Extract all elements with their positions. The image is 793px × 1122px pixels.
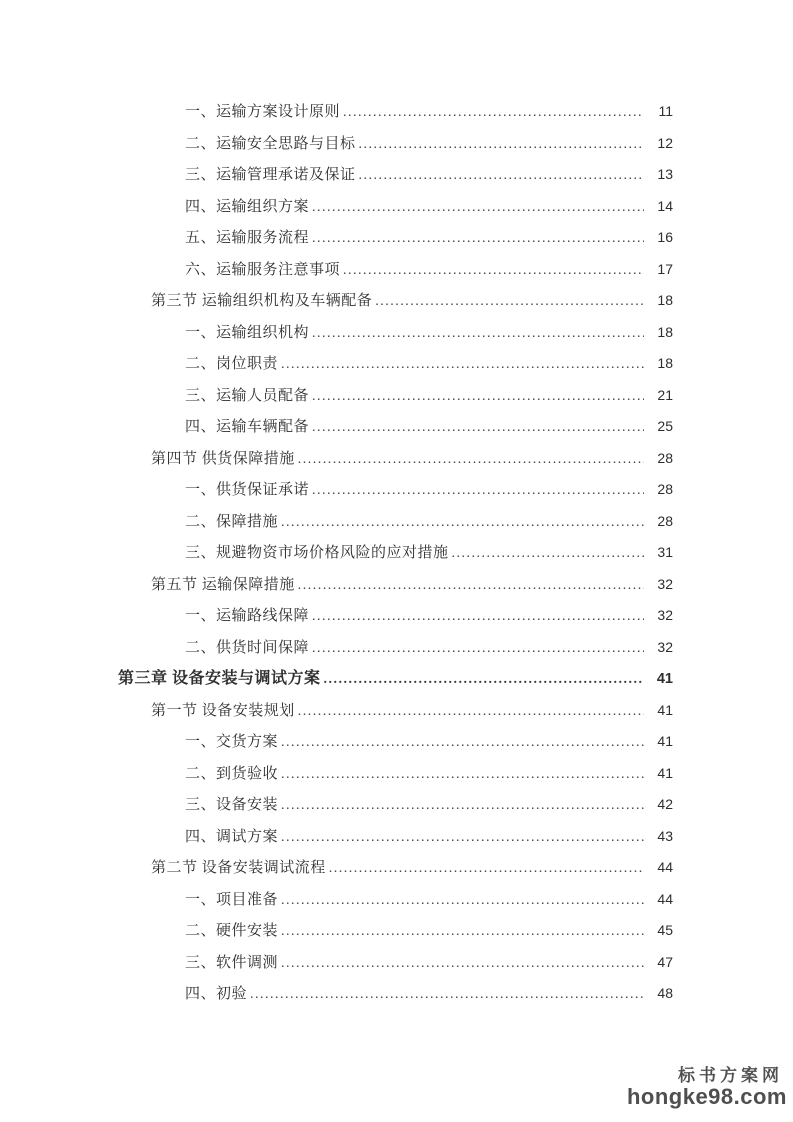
toc-entry-label: 三、运输管理承诺及保证 [185, 167, 356, 183]
toc-entry-label: 第五节 运输保障措施 [151, 576, 295, 593]
toc-entry-label: 第二节 设备安装调试流程 [151, 860, 326, 876]
toc-entry-label: 六、运输服务注意事项 [185, 261, 341, 278]
toc-dot-leader [281, 349, 644, 381]
toc-entry[interactable] [185, 380, 673, 412]
toc-dot-leader [312, 381, 644, 413]
toc-dot-leader [312, 633, 644, 665]
table-of-contents [118, 96, 673, 1010]
toc-page-number: 18 [657, 323, 673, 340]
toc-page-number: 28 [657, 512, 673, 529]
toc-dot-leader [312, 318, 644, 350]
toc-page-number: 11 [658, 103, 673, 119]
toc-entry-label: 二、供货时间保障 [185, 639, 310, 656]
toc-dot-leader [312, 601, 644, 633]
toc-dot-leader [281, 948, 644, 980]
toc-page-number: 32 [657, 638, 673, 655]
toc-entry[interactable] [151, 695, 673, 727]
toc-entry[interactable] [185, 726, 673, 758]
toc-entry[interactable] [151, 852, 673, 884]
toc-entry-label: 四、运输组织方案 [185, 198, 310, 215]
toc-page-number: 32 [657, 575, 673, 592]
toc-dot-leader [281, 727, 644, 759]
toc-dot-leader [298, 570, 644, 602]
toc-page-number: 45 [657, 922, 673, 938]
toc-dot-leader [312, 412, 644, 444]
toc-dot-leader [281, 759, 644, 791]
toc-page-number: 21 [657, 386, 673, 403]
toc-dot-leader [324, 663, 644, 696]
toc-entry[interactable] [185, 632, 673, 664]
toc-entry-label: 四、调试方案 [185, 828, 279, 845]
toc-entry[interactable] [185, 222, 673, 254]
toc-page-number: 47 [657, 953, 673, 970]
toc-entry[interactable] [185, 96, 673, 128]
toc-entry[interactable] [185, 411, 673, 443]
toc-page-number: 18 [657, 292, 673, 308]
toc-entry-label: 四、运输车辆配备 [185, 419, 310, 435]
toc-entry[interactable] [185, 506, 673, 538]
toc-page-number: 41 [657, 764, 673, 781]
toc-page-number: 17 [657, 260, 673, 277]
toc-entry[interactable] [151, 569, 673, 601]
toc-dot-leader [281, 916, 644, 948]
toc-entry-label: 第三节 运输组织机构及车辆配备 [151, 293, 373, 309]
toc-page-number: 43 [657, 827, 673, 844]
toc-entry[interactable] [185, 789, 673, 821]
toc-entry[interactable] [185, 978, 673, 1010]
toc-dot-leader [375, 286, 644, 318]
toc-entry-label: 三、软件调测 [185, 954, 279, 971]
toc-entry[interactable] [185, 758, 673, 790]
toc-dot-leader [343, 97, 644, 129]
toc-entry-label: 一、交货方案 [185, 734, 279, 750]
toc-dot-leader [452, 538, 644, 570]
toc-entry-label: 二、岗位职责 [185, 356, 279, 372]
watermark [627, 1067, 787, 1108]
toc-entry[interactable] [185, 474, 673, 506]
toc-entry-label: 二、运输安全思路与目标 [185, 135, 356, 152]
toc-page-number: 16 [657, 229, 673, 245]
toc-entry-label: 二、到货验收 [185, 765, 279, 782]
toc-page-number: 44 [657, 859, 673, 875]
toc-page-number: 14 [657, 197, 673, 214]
toc-entry-label: 五、运输服务流程 [185, 230, 310, 246]
toc-entry[interactable] [151, 443, 673, 475]
toc-dot-leader [312, 475, 644, 507]
toc-dot-leader [281, 885, 644, 917]
toc-entry[interactable] [185, 348, 673, 380]
toc-entry[interactable] [185, 947, 673, 979]
watermark-site-url: hongke98.com [626, 1084, 787, 1109]
toc-entry[interactable] [185, 191, 673, 223]
toc-dot-leader [250, 979, 644, 1011]
toc-page-number: 25 [657, 418, 673, 434]
toc-page-number: 42 [657, 796, 673, 812]
toc-entry-label: 三、运输人员配备 [185, 387, 310, 404]
toc-entry-label: 一、运输组织机构 [185, 324, 310, 341]
toc-dot-leader [312, 192, 644, 224]
toc-page-number: 48 [657, 985, 673, 1001]
toc-entry[interactable] [185, 821, 673, 853]
toc-dot-leader [329, 853, 644, 885]
toc-page-number: 41 [657, 733, 673, 749]
toc-page-number: 18 [657, 355, 673, 371]
toc-entry[interactable] [185, 317, 673, 349]
toc-entry-label: 二、硬件安装 [185, 923, 279, 939]
toc-dot-leader [281, 507, 644, 539]
toc-entry[interactable] [151, 285, 673, 317]
toc-entry-label: 第四节 供货保障措施 [151, 450, 295, 467]
toc-entry-label: 三、设备安装 [185, 797, 279, 813]
toc-entry-label: 第三章 设备安装与调试方案 [118, 670, 321, 687]
toc-page-number: 31 [657, 544, 673, 560]
toc-entry[interactable] [185, 254, 673, 286]
toc-entry-label: 一、运输路线保障 [185, 608, 310, 624]
toc-page-number: 44 [657, 890, 673, 907]
toc-page-number: 41 [657, 701, 673, 718]
toc-entry-label: 三、规避物资市场价格风险的应对措施 [185, 545, 449, 561]
toc-dot-leader [359, 129, 644, 161]
toc-page-number: 28 [657, 481, 673, 497]
toc-dot-leader [281, 790, 644, 822]
toc-entry-label: 一、运输方案设计原则 [185, 104, 341, 120]
toc-entry-label: 四、初验 [185, 986, 248, 1002]
toc-entry[interactable] [118, 663, 673, 695]
toc-dot-leader [281, 822, 644, 854]
toc-page-number: 13 [657, 166, 673, 182]
toc-entry-label: 二、保障措施 [185, 513, 279, 530]
toc-entry[interactable] [185, 600, 673, 632]
toc-entry-label: 一、供货保证承诺 [185, 482, 310, 498]
toc-page-number: 41 [656, 671, 673, 687]
toc-dot-leader [298, 444, 644, 476]
watermark-site-name: 标书方案网 [678, 1066, 783, 1085]
toc-entry[interactable] [185, 537, 673, 569]
toc-page-number: 28 [657, 449, 673, 466]
toc-entry-label: 第一节 设备安装规划 [151, 702, 295, 719]
toc-dot-leader [359, 160, 644, 192]
toc-dot-leader [298, 696, 644, 728]
toc-dot-leader [312, 223, 644, 255]
toc-page-number: 32 [657, 607, 673, 623]
toc-entry-label: 一、项目准备 [185, 891, 279, 908]
toc-entry[interactable] [185, 159, 673, 191]
toc-entry[interactable] [185, 128, 673, 160]
toc-page-number: 12 [657, 134, 673, 151]
toc-entry[interactable] [185, 884, 673, 916]
toc-entry[interactable] [185, 915, 673, 947]
toc-dot-leader [343, 255, 644, 287]
